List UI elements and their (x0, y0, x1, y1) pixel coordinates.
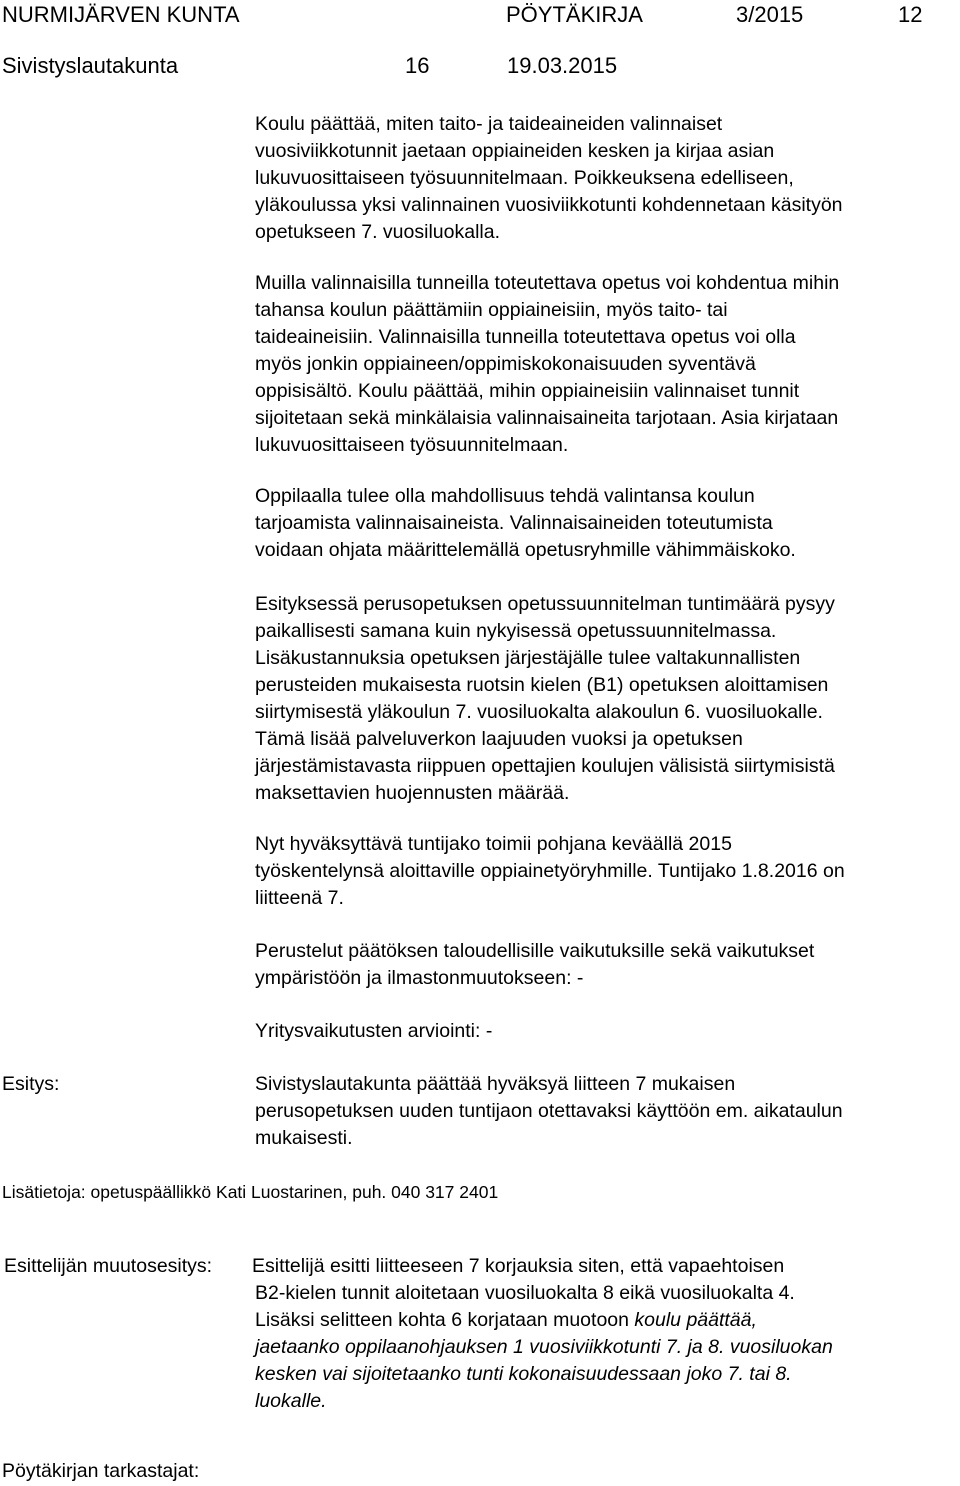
text-line: B2-kielen tunnit aloitetaan vuosiluokalta 8 eikä vuosiluokalta 4. (255, 1282, 795, 1304)
text-line: paikallisesti samana kuin nykyisessä opetussuunnitelmassa. (255, 620, 777, 642)
text-line: tarjoamista valinnaisaineista. Valinnaisaineiden toteutumista (255, 512, 773, 534)
italic-line: kesken vai sijoitetaanko tunti kokonaisuudessaan joko 7. tai 8. (255, 1363, 792, 1385)
text-line: Oppilaalla tulee olla mahdollisuus tehdä valintansa koulun (255, 485, 755, 507)
meeting-date: 19.03.2015 (507, 53, 618, 78)
page-number: 12 (898, 2, 923, 27)
text-line: ympäristöön ja ilmastonmuutokseen: - (255, 967, 584, 989)
text-line: liitteenä 7. (255, 887, 344, 909)
text-line: Sivistyslautakunta päättää hyväksyä liitteen 7 mukaisen (255, 1073, 736, 1095)
paragraph-6 (255, 938, 955, 992)
text-line: perusopetuksen uuden tuntijaon otettavaksi käyttöön em. aikataulun (255, 1100, 843, 1122)
text-line: Esityksessä perusopetuksen opetussuunnitelman tuntimäärä pysyy (255, 593, 835, 615)
text-line: taideaineisiin. Valinnaisilla tunneilla toteutettava opetus voi olla (255, 326, 796, 348)
text-line: Perustelut päätöksen taloudellisille vaikutuksille sekä vaikutukset (255, 940, 815, 962)
text-line: maksettavien huojennusten määrää. (255, 782, 570, 804)
italic-segment: koulu päättää, (634, 1309, 757, 1331)
text-line: voidaan ohjata määrittelemällä opetusryhmille vähimmäiskoko. (255, 539, 796, 561)
text-line: oppisisältö. Koulu päättää, mihin oppiaineisiin valinnaiset tunnit (255, 380, 800, 402)
paragraph-4 (255, 591, 955, 807)
paragraph-3 (255, 483, 955, 564)
text-line: tahansa koulun päättämiin oppiaineisiin, myös taito- tai (255, 299, 728, 321)
text-line: myös jonkin oppiaineen/oppimiskokonaisuuden syventävä (255, 353, 756, 375)
text-line: vuosiviikkotunnit jaetaan oppiaineiden kesken ja kirjaa asian (255, 140, 775, 162)
text-line: Nyt hyväksyttävä tuntijako toimii pohjana keväällä 2015 (255, 833, 732, 855)
text-line: lukuvuosittaiseen työsuunnitelmaan. (255, 434, 569, 456)
committee-name: Sivistyslautakunta (2, 53, 179, 78)
section-number: 16 (405, 53, 430, 78)
paragraph-5 (255, 831, 955, 912)
proposal-label: Esitys: (2, 1073, 60, 1095)
text-segment: Lisäksi selitteen kohta 6 korjataan muotoon (255, 1309, 629, 1331)
text-line: sijoitetaan sekä minkälaisia valinnaisaineita tarjotaan. Asia kirjataan (255, 407, 839, 429)
paragraph-2 (255, 270, 955, 459)
text-line: Tämä lisää palveluverkon laajuuden vuoksi ja opetuksen (255, 728, 743, 750)
document-type: PÖYTÄKIRJA (506, 2, 643, 27)
text-line: järjestämistavasta riippuen opettajien koulujen välisistä siirtymisistä (255, 755, 835, 777)
text-line: työskentelynsä aloittaville oppiainetyöryhmille. Tuntijako 1.8.2016 on (255, 860, 845, 882)
italic-line: luokalle. (255, 1390, 327, 1412)
text-line: lukuvuosittaiseen työsuunnitelmaan. Poikkeuksena edelliseen, (255, 167, 794, 189)
text-line: siirtymisestä yläkoulun 7. vuosiluokalta alakoulun 6. vuosiluokalle. (255, 701, 823, 723)
text-line: Yritysvaikutusten arviointi: - (255, 1020, 493, 1042)
text-line: Esittelijä esitti liitteeseen 7 korjauksia siten, että vapaehtoisen (252, 1255, 785, 1277)
text-line (255, 1307, 955, 1334)
text-line: Koulu päättää, miten taito- ja taideaineiden valinnaiset (255, 113, 723, 135)
paragraph-7 (255, 1018, 955, 1045)
text-line: Muilla valinnaisilla tunneilla toteutettava opetus voi kohdentua mihin (255, 272, 840, 294)
text-line: perusteiden mukaisesta ruotsin kielen (B1) opetuksen aloittamisen (255, 674, 829, 696)
paragraph-1 (255, 111, 955, 246)
amendment-label: Esittelijän muutosesitys: (4, 1255, 213, 1277)
text-line: yläkoulussa yksi valinnainen vuosiviikkotunti kohdennetaan käsityön (255, 194, 843, 216)
italic-line: jaetaanko oppilaanohjauksen 1 vuosiviikkotunti 7. ja 8. vuosiluokan (255, 1336, 833, 1358)
text-line: mukaisesti. (255, 1127, 353, 1149)
amendment-text (252, 1253, 952, 1280)
more-info: Lisätietoja: opetuspäällikkö Kati Luostarinen, puh. 040 317 2401 (2, 1182, 499, 1202)
text-line: opetukseen 7. vuosiluokalla. (255, 221, 500, 243)
organization-name: NURMIJÄRVEN KUNTA (2, 2, 240, 27)
reviewers-label: Pöytäkirjan tarkastajat: (2, 1460, 200, 1482)
document-number: 3/2015 (736, 2, 804, 27)
amendment-continued (255, 1280, 955, 1415)
text-line: Lisäkustannuksia opetuksen järjestäjälle tulee valtakunnallisten (255, 647, 801, 669)
proposal-text (255, 1071, 955, 1152)
